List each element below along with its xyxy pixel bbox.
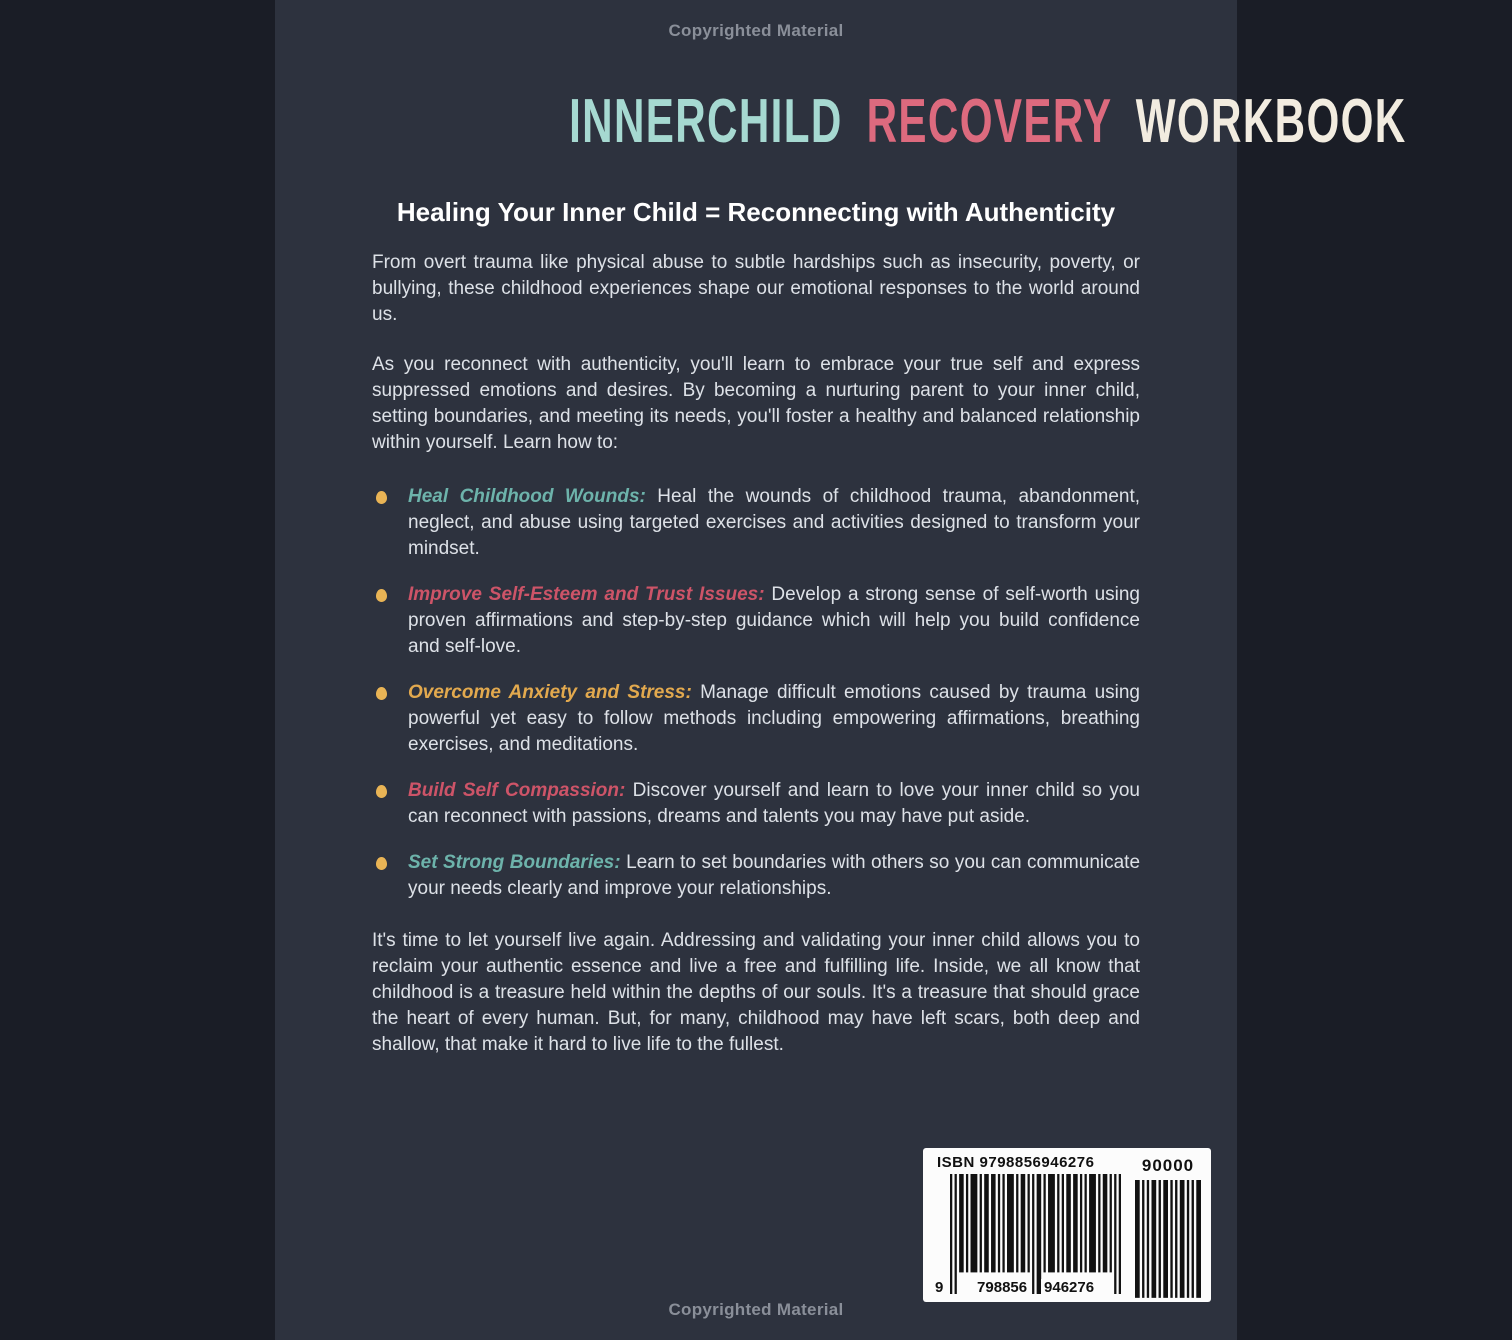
cover-content [372, 0, 1407, 1058]
barcode-main-bars-icon [950, 1174, 1121, 1294]
bullet-circle-icon [376, 491, 387, 504]
barcode-addon [1135, 1180, 1201, 1298]
barcode-addon-bars-icon [1135, 1180, 1201, 1298]
benefit-item-compassion [372, 778, 1140, 830]
barcode-main-section [935, 1154, 1121, 1294]
benefit-text: Heal the wounds of childhood trauma, abandonment, neglect, and abuse using targeted exercises and activities designed to transform your mindset. [408, 486, 1141, 559]
title-word-workbook: WORKBOOK [1135, 87, 1407, 156]
benefit-item-anxiety [372, 680, 1140, 758]
book-title [372, 87, 1407, 156]
barcode-addon-section [1121, 1154, 1201, 1294]
benefit-item-self-esteem [372, 582, 1140, 660]
barcode-digit-group1: 798856 [974, 1279, 1030, 1296]
benefit-item-heal-wounds [372, 484, 1140, 562]
benefit-lead: Improve Self-Esteem and Trust Issues: [408, 584, 765, 605]
title-word-recovery: RECOVERY [866, 87, 1112, 156]
benefit-text: Discover yourself and learn to love your inner child so you can reconnect with passions, dreams and talents you may have put aside. [408, 780, 1140, 827]
benefit-lead: Overcome Anxiety and Stress: [408, 682, 692, 703]
bullet-circle-icon [376, 785, 387, 798]
copyright-bottom-label: Copyrighted Material [668, 1300, 844, 1319]
outro-paragraph: It's time to let yourself live again. Addressing and validating your inner child allows you to reclaim your authentic essence and live a free and fulfilling life. Inside, we all know that childhood is a treasure held within the depths of our souls. It's a treasure that should grace the heart of every human. But, for many, childhood may have left scars, both deep and shallow, that make it hard to live life to the fullest. [372, 930, 1140, 1055]
barcode-main [935, 1174, 1121, 1294]
bullet-circle-icon [376, 857, 387, 870]
title-word-innerchild: INNERCHILD [569, 87, 843, 156]
book-title-line [569, 87, 1407, 156]
benefit-lead: Build Self Compassion: [408, 780, 626, 801]
barcode-panel [923, 1148, 1211, 1302]
barcode-digit-group2: 946276 [1041, 1279, 1097, 1296]
isbn-label: ISBN 9798856946276 [937, 1154, 1095, 1171]
benefit-lead: Set Strong Boundaries: [408, 852, 621, 873]
benefit-lead: Heal Childhood Wounds: [408, 486, 646, 507]
tagline-heading: Healing Your Inner Child = Reconnecting with Authenticity [396, 197, 1116, 227]
benefit-item-boundaries [372, 850, 1140, 902]
barcode-digit-first: 9 [935, 1279, 944, 1296]
benefit-text: Learn to set boundaries with others so you can communicate your needs clearly and improve your relationships. [408, 852, 1141, 899]
book-back-cover [275, 0, 1407, 1340]
bullet-circle-icon [376, 687, 387, 700]
benefit-text: Manage difficult emotions caused by trauma using powerful yet easy to follow methods including empowering affirmations, breathing exercises, and meditations. [408, 682, 1140, 755]
bullet-circle-icon [376, 589, 387, 602]
intro-paragraph-1: From overt trauma like physical abuse to subtle hardships such as insecurity, poverty, or bullying, these childhood experiences shape our emotional responses to the world around us. [372, 252, 1140, 325]
benefit-text: Develop a strong sense of self-worth using proven affirmations and step-by-step guidance which will help you build confidence and self-love. [408, 584, 1140, 657]
benefits-list [372, 484, 1140, 902]
price-code-label: 90000 [1141, 1156, 1195, 1175]
copyright-top-label: Copyrighted Material [668, 21, 844, 40]
intro-paragraph-2: As you reconnect with authenticity, you'll learn to embrace your true self and express suppressed emotions and desires. By becoming a nurturing parent to your inner child, setting boundaries, and meeting its needs, you'll foster a healthy and balanced relationship within yourself. Learn how to: [372, 354, 1140, 453]
